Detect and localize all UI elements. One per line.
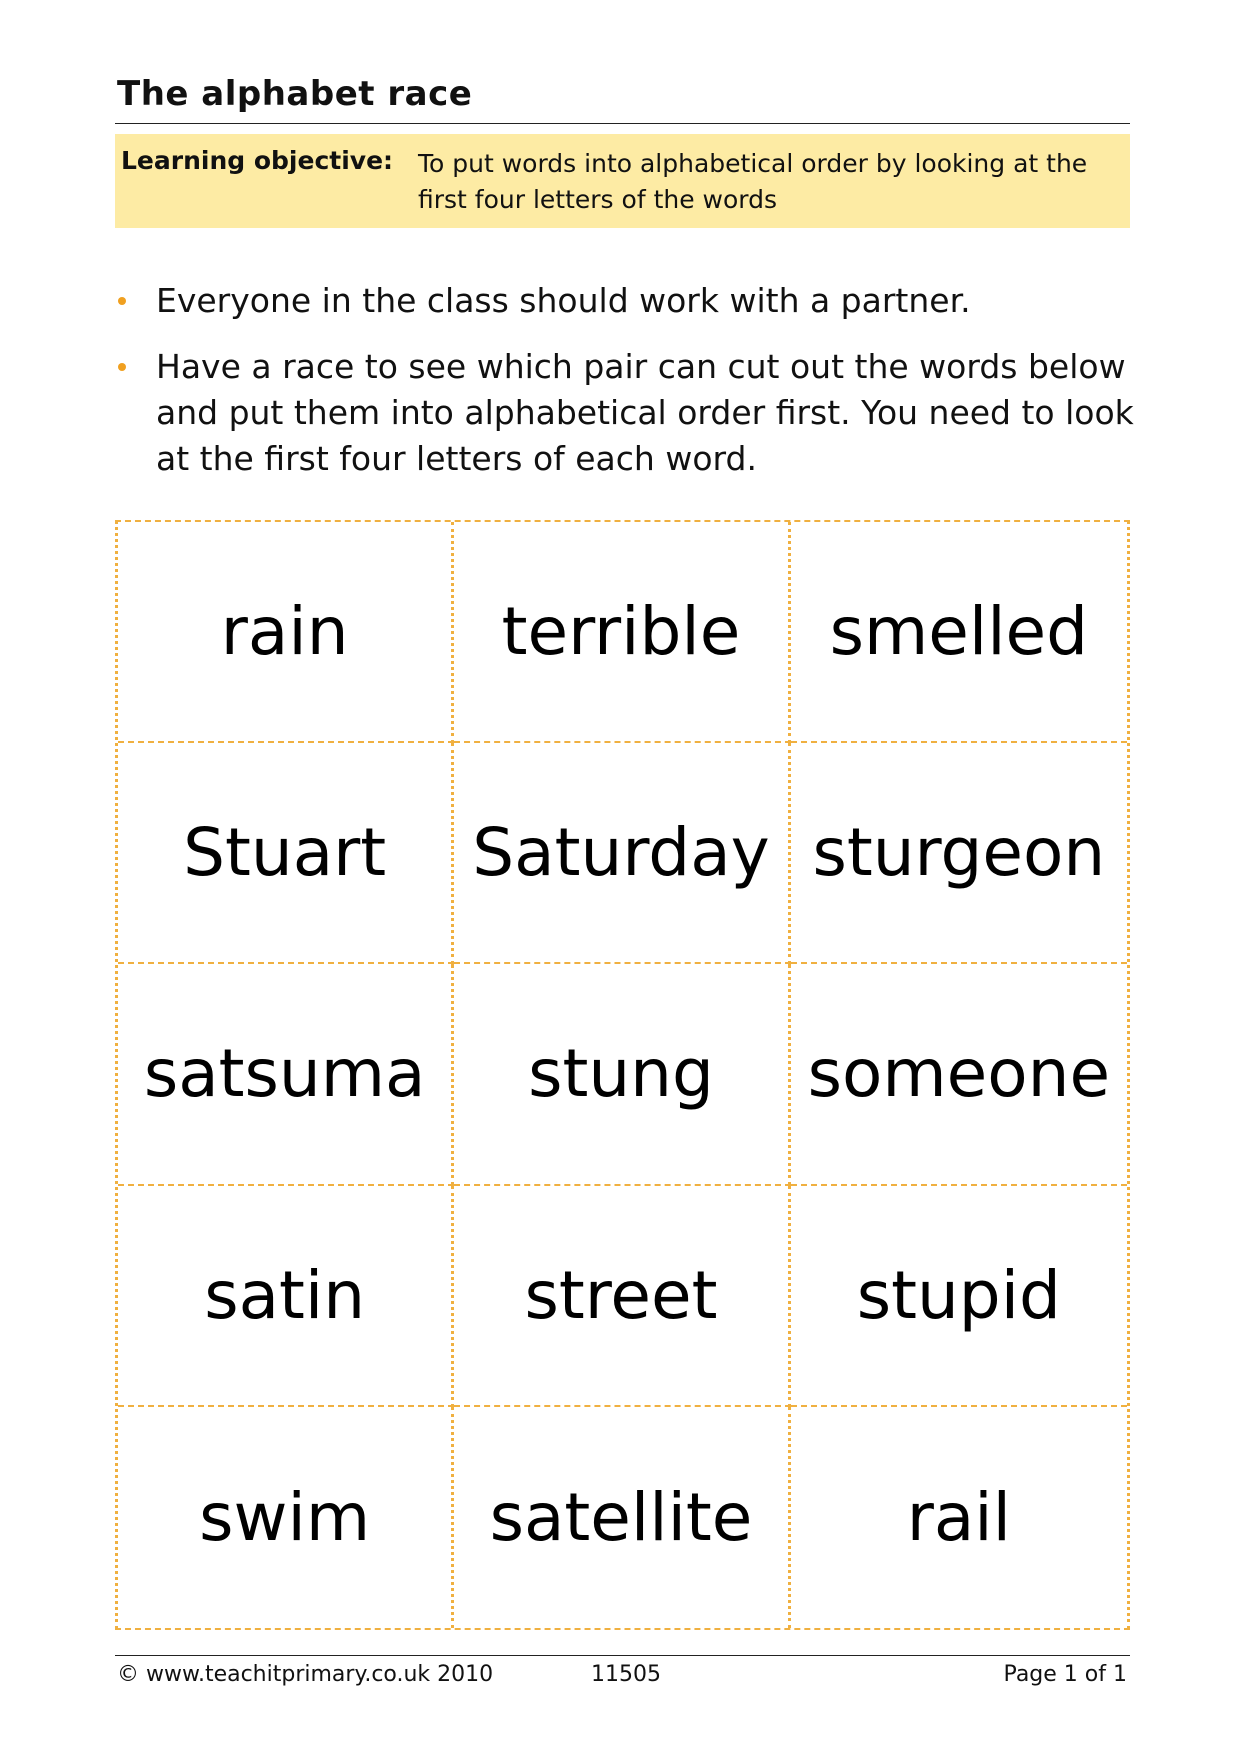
instruction-item <box>115 344 1135 482</box>
word-card: rain <box>118 522 454 743</box>
objective-label: Learning objective: <box>121 146 394 175</box>
title-divider <box>115 123 1130 124</box>
word-card: rail <box>906 1478 1011 1556</box>
instruction-text: Have a race to see which pair can cut out the words below and put them into alphabetical order first. You need to look at the first four letters of each word. <box>156 347 1134 478</box>
word-card: satellite <box>454 1407 790 1628</box>
word-card: sturgeon <box>791 743 1127 964</box>
page-title: The alphabet race <box>117 74 473 114</box>
word-card: swim <box>118 1407 454 1628</box>
word-card: street <box>454 1186 790 1407</box>
word-card: satin <box>118 1186 454 1407</box>
objective-text: To put words into alphabetical order by looking at the first four letters of the words <box>418 149 1088 214</box>
footer-divider <box>115 1655 1130 1656</box>
bullet-icon <box>118 363 126 371</box>
instruction-text: Everyone in the class should work with a partner. <box>156 281 971 320</box>
learning-objective-box <box>115 134 1130 228</box>
word-card: stupid <box>791 1186 1127 1407</box>
word-card: Stuart <box>118 743 454 964</box>
footer-page-number: Page 1 of 1 <box>1003 1662 1127 1687</box>
bullet-icon <box>118 297 126 305</box>
word-card: smelled <box>791 522 1127 743</box>
word-card: stung <box>454 964 790 1185</box>
word-card: satsuma <box>118 964 454 1185</box>
footer-code: 11505 <box>591 1662 661 1687</box>
word-card: someone <box>791 964 1127 1185</box>
word-cards-grid <box>115 520 1130 1630</box>
instructions-list <box>115 278 1135 502</box>
instruction-item <box>115 278 1135 324</box>
word-card: Saturday <box>454 743 790 964</box>
footer-copyright: © www.teachitprimary.co.uk 2010 <box>117 1662 494 1687</box>
word-card: terrible <box>454 522 790 743</box>
